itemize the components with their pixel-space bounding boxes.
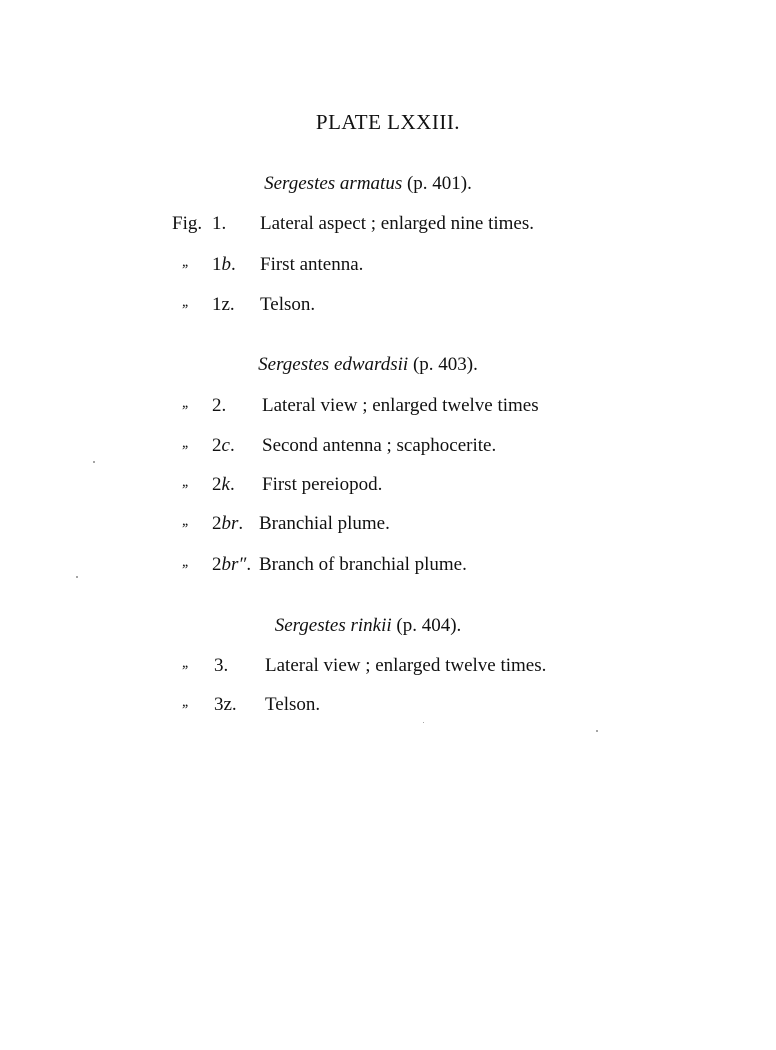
figure-description: Telson. bbox=[265, 694, 321, 715]
ditto-mark: ,, bbox=[182, 294, 188, 310]
species-name: Sergestes armatus bbox=[264, 173, 403, 194]
figure-number: 2. bbox=[212, 395, 227, 416]
figure-number: 3. bbox=[214, 655, 229, 676]
figure-description: Telson. bbox=[260, 294, 316, 315]
figure-prefix: Fig. bbox=[172, 213, 203, 234]
scan-speck bbox=[93, 461, 95, 463]
figure-description: First antenna. bbox=[260, 254, 364, 275]
page-reference: (p. 404). bbox=[396, 615, 462, 636]
ditto-mark: ,, bbox=[182, 655, 188, 671]
ditto-mark: ,, bbox=[182, 395, 188, 411]
page-reference: (p. 401). bbox=[406, 173, 472, 194]
figure-number: 2c. bbox=[212, 435, 235, 456]
figure-number: 2br. bbox=[212, 513, 244, 534]
figure-description: Lateral view ; enlarged twelve times. bbox=[265, 655, 547, 676]
page-reference: (p. 403). bbox=[412, 354, 478, 375]
section-heading-rinkii bbox=[0, 615, 736, 637]
figure-description: Lateral aspect ; enlarged nine times. bbox=[260, 213, 534, 234]
section-heading-armatus bbox=[0, 173, 736, 195]
figure-description: Branch of branchial plume. bbox=[259, 554, 467, 575]
species-name: Sergestes edwardsii bbox=[258, 354, 409, 375]
species-name: Sergestes rinkii bbox=[274, 615, 392, 636]
figure-number: 3z. bbox=[214, 694, 237, 715]
figure-description: First pereiopod. bbox=[262, 474, 383, 495]
section-heading-edwardsii bbox=[0, 354, 736, 376]
scan-speck bbox=[423, 722, 424, 723]
ditto-mark: ,, bbox=[182, 513, 188, 529]
figure-description: Second antenna ; scaphocerite. bbox=[262, 435, 497, 456]
plate-title: PLATE LXXIII. bbox=[315, 110, 461, 134]
figure-number: 1. bbox=[212, 213, 227, 234]
ditto-mark: ,, bbox=[182, 554, 188, 570]
ditto-mark: ,, bbox=[182, 694, 188, 710]
figure-number: 1z. bbox=[212, 294, 235, 315]
scan-speck bbox=[596, 730, 598, 732]
figure-number: 1b. bbox=[212, 254, 236, 275]
figure-number: 2k. bbox=[212, 474, 235, 495]
scan-speck bbox=[76, 576, 78, 578]
ditto-mark: ,, bbox=[182, 435, 188, 451]
figure-description: Lateral view ; enlarged twelve times bbox=[262, 395, 539, 416]
ditto-mark: ,, bbox=[182, 474, 188, 490]
figure-number: 2br″. bbox=[212, 554, 252, 575]
figure-description: Branchial plume. bbox=[259, 513, 390, 534]
ditto-mark: ,, bbox=[182, 254, 188, 270]
